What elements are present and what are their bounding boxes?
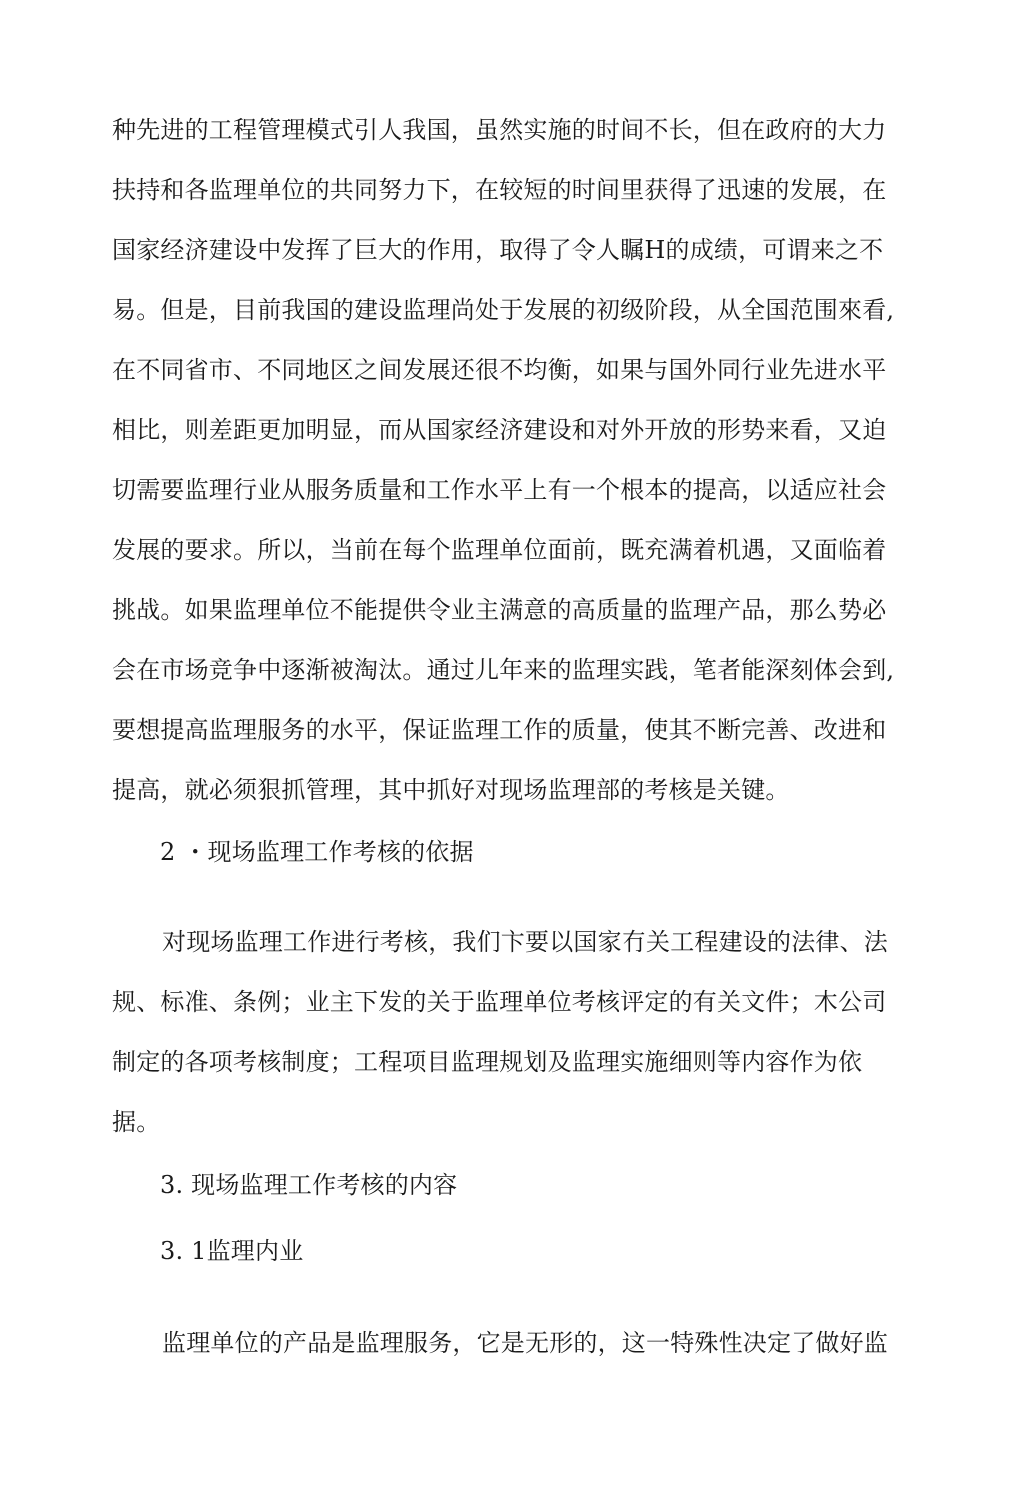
paragraph-1-line-6: 相比，则差距更加明显，而从国家经济建设和对外开放的形势来看，又迫 — [112, 416, 887, 444]
paragraph-2-line-2: 规、标准、条例；业主下发的关于监理单位考核评定的有关文件；木公司 — [112, 988, 887, 1016]
section-heading-2: 2 ・现场监理工作考核的依据 — [160, 838, 474, 866]
paragraph-1-line-2: 扶持和各监理单位的共同努力下，在较短的时间里获得了迅速的发展，在 — [112, 176, 887, 204]
paragraph-2-line-4: 据。 — [112, 1108, 161, 1136]
paragraph-2-line-3: 制定的各项考核制度；工程项目监理规划及监理实施细则等内容作为依 — [112, 1048, 863, 1076]
paragraph-3-line-1: 监理单位的产品是监理服务，它是无形的，这一特殊性决定了做好监 — [162, 1329, 888, 1357]
paragraph-1-line-10: 会在市场竞争中逐渐被淘汰。通过儿年来的监理实践，笔者能深刻体会到, — [112, 656, 895, 684]
section-heading-3: 3. 现场监理工作考核的内容 — [160, 1171, 458, 1199]
paragraph-1-line-1: 种先进的工程管理模式引人我国，虽然实施的时间不长，但在政府的大力 — [112, 116, 887, 144]
paragraph-1-line-3: 国家经济建设中发挥了巨大的作用，取得了令人瞩H的成绩，可谓来之不 — [112, 236, 884, 264]
paragraph-2-line-1: 对现场监理工作进行考核，我们卞要以国家冇关工程建设的法律、法 — [162, 928, 888, 956]
subsection-heading-3-1: 3. 1监理内业 — [160, 1237, 304, 1265]
paragraph-1-line-5: 在不同省市、不同地区之间发展还很不均衡，如果与国外同行业先进水平 — [112, 356, 887, 384]
paragraph-1-line-4: 易。但是，目前我国的建设监理尚处于发展的初级阶段，从全国范围來看, — [112, 296, 895, 324]
paragraph-1-line-12: 提高，就必须狠抓管理，其中抓好对现场监理部的考核是关键。 — [112, 776, 790, 804]
paragraph-1-line-7: 切需要监理行业从服务质量和工作水平上有一个根本的提高，以适应社会 — [112, 476, 887, 504]
paragraph-1-line-9: 挑战。如果监理单位不能提供令业主满意的高质量的监理产品，那么势必 — [112, 596, 887, 624]
paragraph-1-line-8: 发展的要求。所以，当前在每个监理单位面前，既充满着机遇，又面临着 — [112, 536, 887, 564]
paragraph-1-line-11: 要想提高监理服务的水平，保证监理工作的质量，使其不断完善、改进和 — [112, 716, 887, 744]
